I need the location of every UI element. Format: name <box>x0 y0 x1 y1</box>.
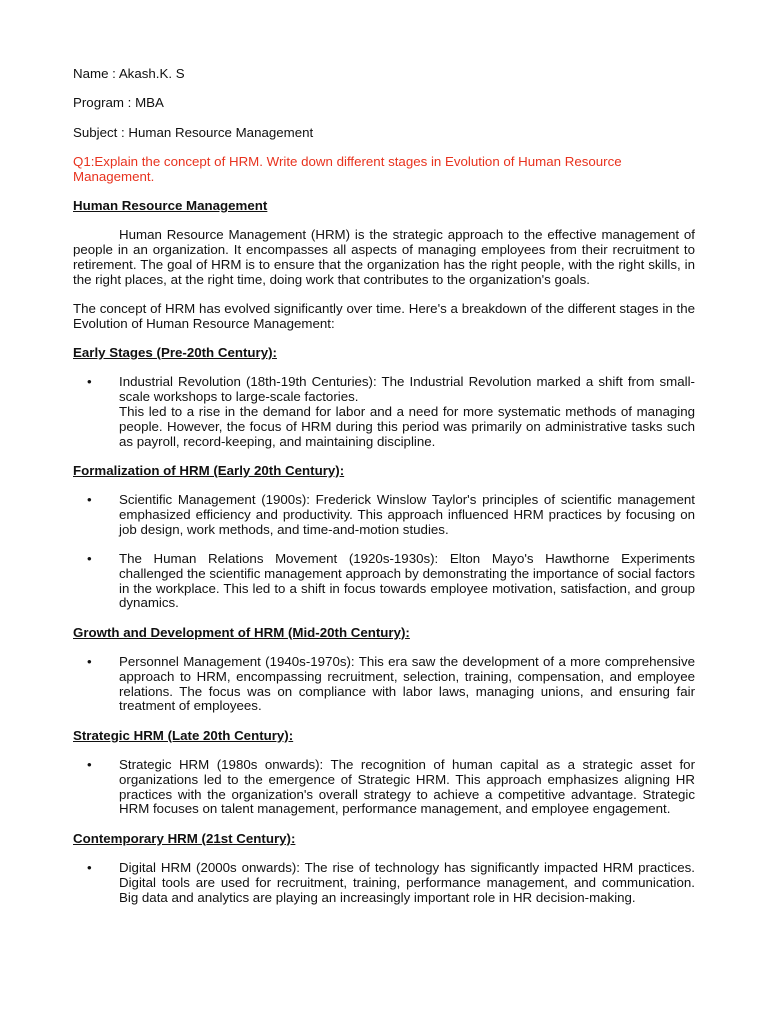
question-text: Q1:Explain the concept of HRM. Write down different stages in Evolution of Human Resource Management. <box>73 153 622 184</box>
document-body <box>73 67 695 920</box>
bullet-list-formalization <box>73 493 695 611</box>
list-item-text: Digital HRM (2000s onwards): The rise of technology has significantly impacted HRM practices. Digital tools are used for recruitment, training, performance management, and communication. Big data and analytics are playing an increasingly important role in HR decision-making. <box>119 859 695 905</box>
section-heading-strategic-hrm: Strategic HRM (Late 20th Century): <box>73 727 294 743</box>
list-item <box>73 861 695 905</box>
section-heading-hrm: Human Resource Management <box>73 197 268 213</box>
list-item <box>73 375 695 449</box>
bullet-list-growth <box>73 655 695 714</box>
list-item-text: The Human Relations Movement (1920s-1930s): Elton Mayo's Hawthorne Experiments challenged the scientific management approach by demonstrating the importance of social factors in the workplace. This led to a shift in focus towards employee motivation, satisfaction, and group dynamics. <box>119 551 695 611</box>
section-heading-contemporary-hrm: Contemporary HRM (21st Century): <box>73 830 296 846</box>
list-item-text: Scientific Management (1900s): Frederick Winslow Taylor's principles of scientific management emphasized efficiency and productivity. This approach influenced HRM practices by focusing on job design, work methods, and time-and-motion studies. <box>119 492 695 537</box>
list-item-continuation: This led to a rise in the demand for labor and a need for more systematic methods of managing people. However, the focus of HRM during this period was primarily on administrative tasks such as payroll, record-keeping, and maintaining discipline. <box>119 403 695 449</box>
subject-line: Subject : Human Resource Management <box>73 124 314 140</box>
bullet-icon: • <box>87 859 92 875</box>
bullet-list-strategic-hrm <box>73 758 695 817</box>
student-name: Name : Akash.K. S <box>73 66 185 81</box>
bullet-icon: • <box>87 654 92 670</box>
bullet-icon: • <box>87 551 92 567</box>
section-heading-formalization: Formalization of HRM (Early 20th Century): <box>73 462 345 478</box>
list-item-text: Industrial Revolution (18th-19th Centuries): The Industrial Revolution marked a shift from small-scale workshops to large-scale factories. <box>119 374 695 405</box>
intro-paragraph: Human Resource Management (HRM) is the strategic approach to the effective management of people in an organization. It encompasses all aspects of managing employees from their recruitment to retirement. The goal of HRM is to ensure that the organization has the right people, with the right skills, in the right places, at the right time, doing work that contributes to the organization's goals. <box>73 227 695 287</box>
section-heading-growth: Growth and Development of HRM (Mid-20th Century): <box>73 624 410 640</box>
list-item <box>73 655 695 714</box>
list-item-text: Strategic HRM (1980s onwards): The recognition of human capital as a strategic asset for organizations led to the emergence of Strategic HRM. This approach emphasizes aligning HR practices with the organization's overall strategy to achieve a competitive advantage. Strategic HRM focuses on talent management, performance management, and employee engagement. <box>119 757 695 817</box>
bullet-icon: • <box>87 492 92 508</box>
list-item-text: Personnel Management (1940s-1970s): This era saw the development of a more comprehensive approach to HRM, encompassing recruitment, selection, training, compensation, and employee relations. The focus was on compliance with labor laws, managing unions, and ensuring fair treatment of employees. <box>119 654 695 714</box>
evolution-intro-paragraph: The concept of HRM has evolved significantly over time. Here's a breakdown of the different stages in the Evolution of Human Resource Management: <box>73 300 695 331</box>
bullet-icon: • <box>87 757 92 772</box>
program-line: Program : MBA <box>73 95 164 111</box>
section-heading-early-stages: Early Stages (Pre-20th Century): <box>73 345 277 361</box>
list-item <box>73 493 695 537</box>
list-item <box>73 758 695 817</box>
bullet-list-contemporary-hrm <box>73 861 695 905</box>
bullet-list-early-stages <box>73 375 695 449</box>
bullet-icon: • <box>87 374 92 390</box>
list-item <box>73 552 695 611</box>
